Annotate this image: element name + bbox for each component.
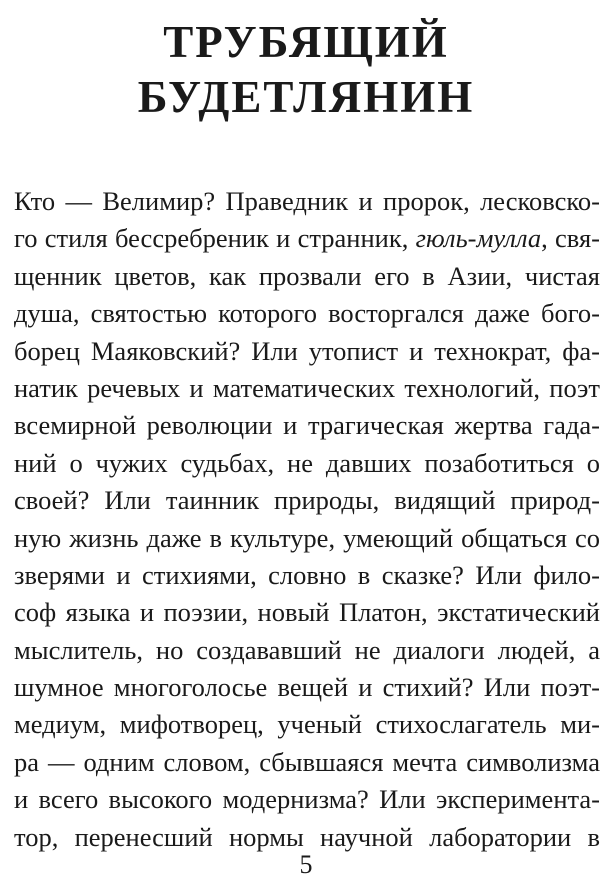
text-line: тор, перенесший нормы научной лаборатории в xyxy=(14,821,600,852)
text-line xyxy=(14,220,600,257)
text-line: своей? Или таинник природы, видящий природ- xyxy=(14,485,600,516)
text-line: медиум, мифотворец, ученый стихослагатель ми- xyxy=(14,709,600,740)
chapter-title-line-1: ТРУБЯЩИЙ xyxy=(163,17,449,67)
text-line: соф языка и поэзии, новый Платон, экстатический xyxy=(14,597,600,628)
text-line: натик речевых и математических технологий, поэт xyxy=(14,372,600,403)
page-number: 5 xyxy=(299,850,313,879)
body-paragraph xyxy=(14,183,600,856)
text-line: и всего высокого модернизма? Или эксперимента- xyxy=(14,784,600,815)
chapter-title-line-2: БУДЕТЛЯНИН xyxy=(137,72,475,122)
text-line: шумное многоголосье вещей и стихий? Или поэт- xyxy=(14,672,600,703)
text-line: всемирной революции и трагическая жертва гада- xyxy=(14,410,600,441)
text-line: зверями и стихиями, словно в сказке? Или фило- xyxy=(14,559,600,590)
text-span: , свя- xyxy=(541,223,600,254)
text-line: Кто — Велимир? Праведник и пророк, лесковско- xyxy=(14,186,600,216)
text-line: щенник цветов, как прозвали его в Азии, чистая xyxy=(14,260,600,291)
text-line: душа, святостью которого восторгался даже бого- xyxy=(14,298,600,329)
text-line: мыслитель, но создававший не диалоги людей, а xyxy=(14,634,600,665)
text-line: ний о чужих судьбах, не давших позаботиться о xyxy=(14,447,600,478)
text-line: ную жизнь даже в культуре, умеющий общаться со xyxy=(14,522,600,553)
text-span: го стиля бессребреник и странник, xyxy=(14,223,416,254)
text-line: ра — одним словом, сбывшаяся мечта символизма xyxy=(14,746,600,777)
text-line: борец Маяковский? Или утопист и технократ, фа- xyxy=(14,335,600,366)
italic-term: гюль-мулла xyxy=(415,223,542,254)
